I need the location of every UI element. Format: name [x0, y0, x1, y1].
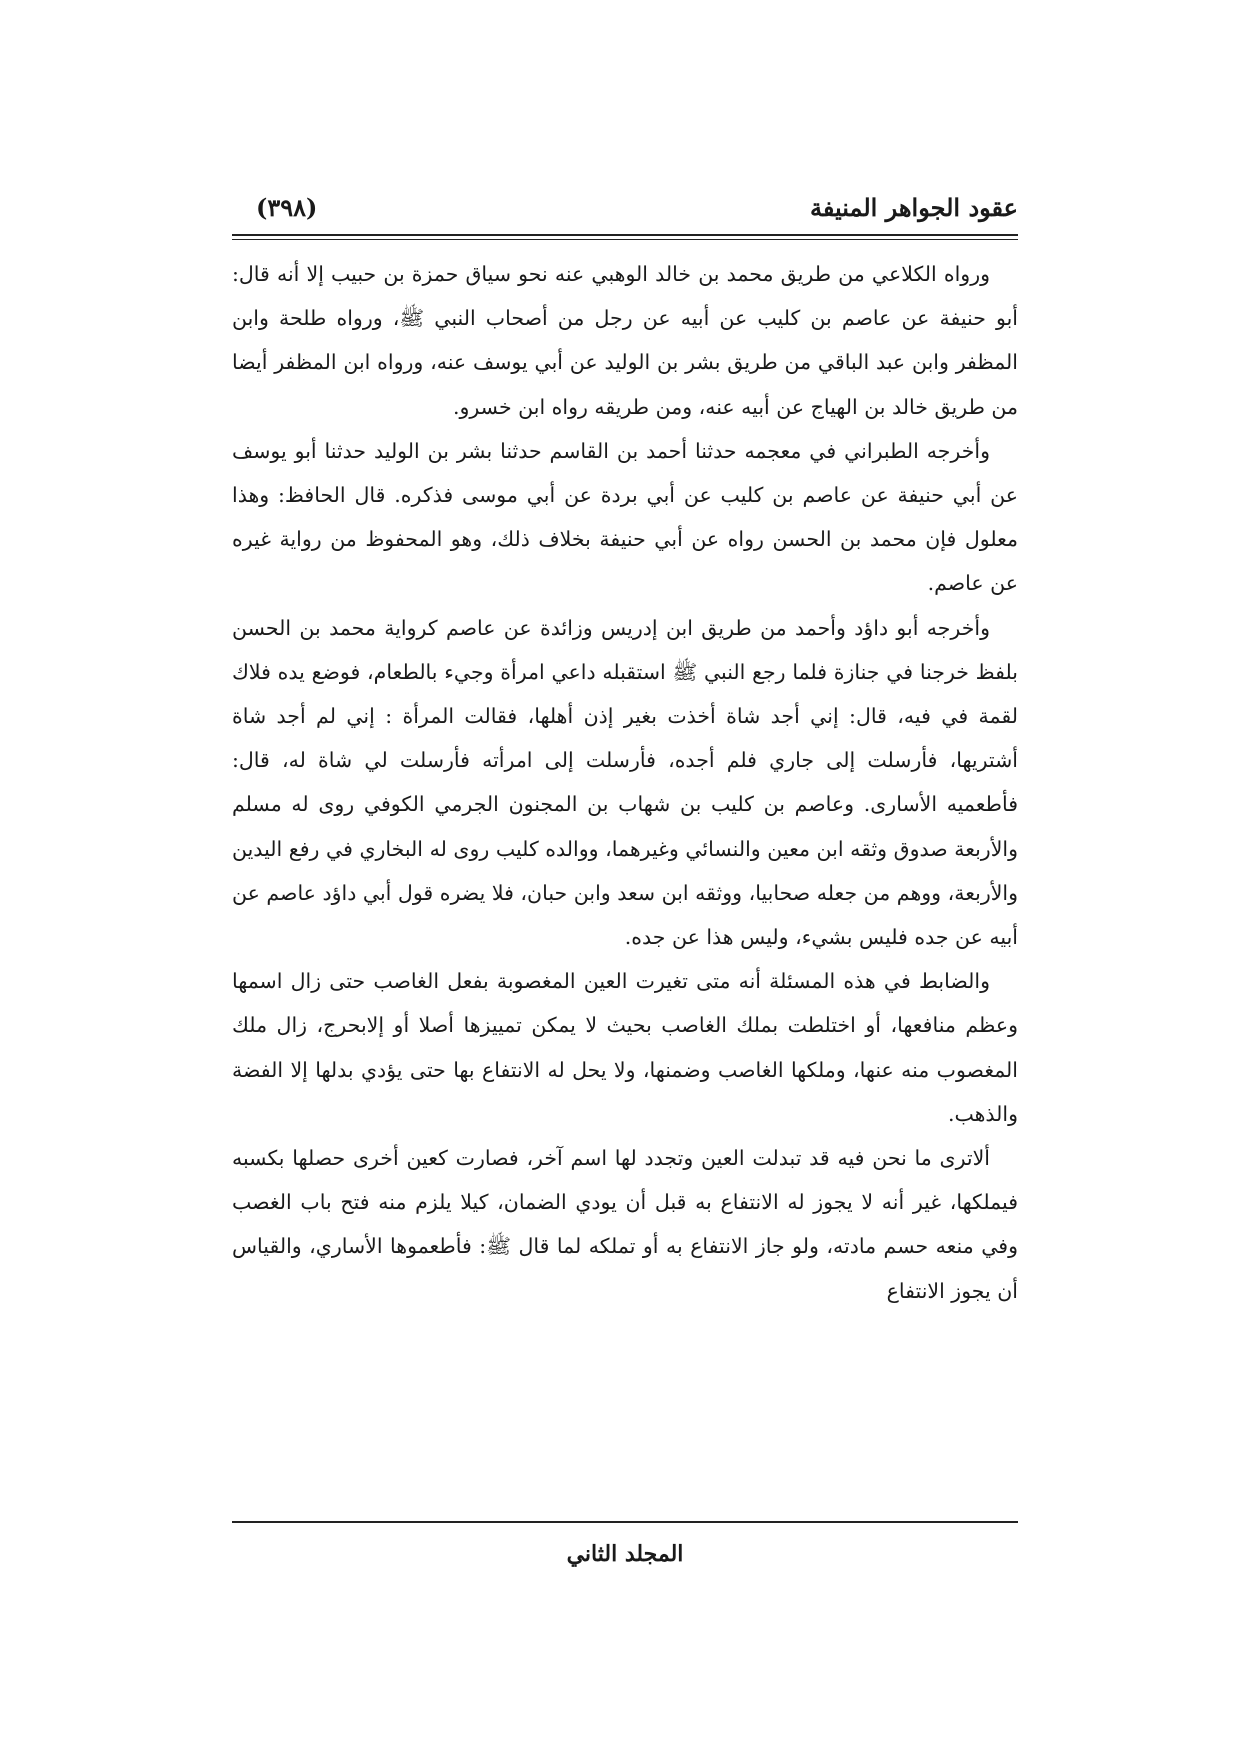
paragraph-text: ورواه الكلاعي من طريق محمد بن خالد الوهبي عنه نحو سياق حمزة بن حبيب إلا أنه قال: أبو حنيفة عن عاصم بن كليب عن أبيه عن رجل من أصحاب النبي ﷺ، ورواه طلحة وابن المظفر وابن عبد الباقي من طريق بشر بن الوليد عن أبي يوسف عنه، ورواه ابن المظفر أيضا من طريق خالد بن الهياج عن أبيه عنه، ومن طريقه رواه ابن خسرو.: [232, 262, 1018, 419]
paragraph-3: [232, 606, 1018, 960]
paragraph-4: [232, 959, 1018, 1136]
paragraph-1: [232, 252, 1018, 429]
volume-label: المجلد الثاني: [566, 1541, 684, 1567]
paragraph-text: وأخرجه أبو داؤد وأحمد من طريق ابن إدريس وزائدة عن عاصم كرواية محمد بن الحسن بلفظ خرجنا في جنازة فلما رجع النبي ﷺ استقبله داعي امرأة وجيء بالطعام، فوضع يده فلاك لقمة في فيه، قال: إني أجد شاة أخذت بغير إذن أهلها، فقالت المرأة : إني لم أجد شاة أشتريها، فأرسلت إلى جاري فلم أجده، فأرسلت إلى امرأته فأرسلت لي شاة له، قال: فأطعميه الأسارى. وعاصم بن كليب بن شهاب بن المجنون الجرمي الكوفي روى له مسلم والأربعة صدوق وثقه ابن معين والنسائي وغيرهما، ووالده كليب روى له البخاري في رفع اليدين والأربعة، ووهم من جعله صحابيا، ووثقه ابن سعد وابن حبان، فلا يضره قول أبي داؤد عاصم عن أبيه عن جده فليس بشيء، وليس هذا عن جده.: [232, 615, 1018, 950]
header-rule-thin: [232, 239, 1018, 240]
paragraph-text: وأخرجه الطبراني في معجمه حدثنا أحمد بن القاسم حدثنا بشر بن الوليد حدثنا أبو يوسف عن أبي حنيفة عن عاصم بن كليب عن أبي بردة عن أبي موسى فذكره. قال الحافظ: وهذا معلول فإن محمد بن الحسن رواه عن أبي حنيفة بخلاف ذلك، وهو المحفوظ من رواية غيره عن عاصم.: [232, 438, 1018, 596]
book-title: عقود الجواهر المنيفة: [809, 193, 1018, 222]
paragraph-text: والضابط في هذه المسئلة أنه متى تغيرت العين المغصوبة بفعل الغاصب حتى زال اسمها وعظم منافعها، أو اختلطت بملك الغاصب بحيث لا يمكن تمييزها أصلا أو إلابحرج، زال ملك المغصوب منه عنها، وملكها الغاصب وضمنها، ولا يحل له الانتفاع بها حتى يؤدي بدلها إلا الفضة والذهب.: [232, 969, 1018, 1126]
footer-rule: [232, 1521, 1018, 1523]
page-header: [232, 184, 1018, 232]
main-text: [232, 252, 1018, 1514]
paragraph-5: [232, 1136, 1018, 1313]
page-number: (٣٩٨): [256, 193, 318, 222]
paragraph-2: [232, 429, 1018, 606]
paragraph-text: ألاترى ما نحن فيه قد تبدلت العين وتجدد لها اسم آخر، فصارت كعين أخرى حصلها بكسبه فيملكها، غير أنه لا يجوز له الانتفاع به قبل أن يودي الضمان، كيلا يلزم منه فتح باب الغصب وفي منعه حسم مادته، ولو جاز الانتفاع به أو تملكه لما قال ﷺ: فأطعموها الأساري، والقياس أن يجوز الانتفاع: [232, 1146, 1018, 1303]
header-rule: [232, 234, 1018, 236]
